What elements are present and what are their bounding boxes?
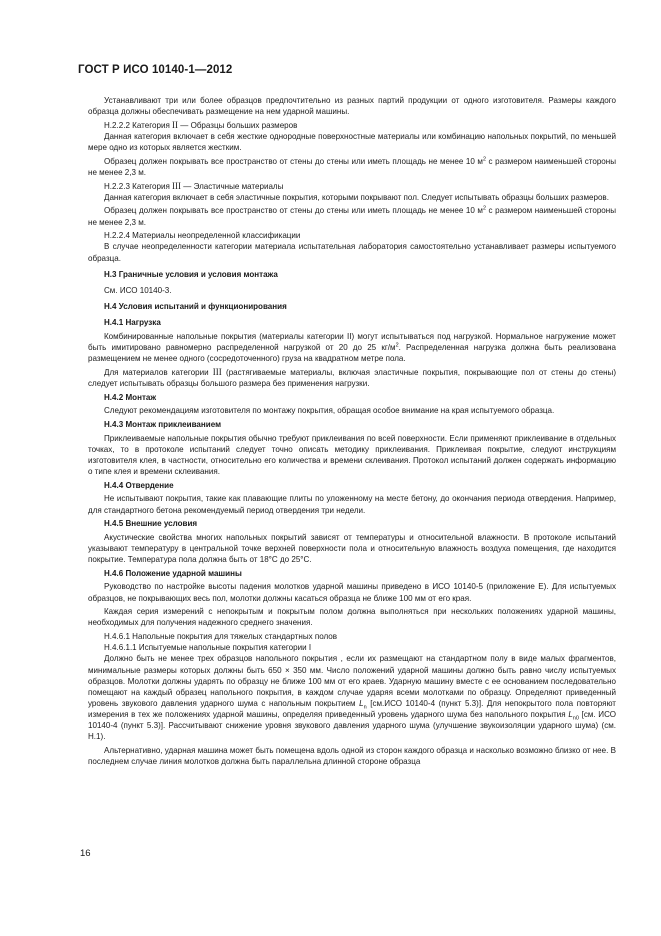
section-heading-h4-3: Н.4.3 Монтаж приклеиванием: [104, 419, 222, 429]
paragraph-text: с размером наименьшей стороны не менее 2,3 м.: [88, 206, 616, 227]
paragraph: [88, 367, 616, 389]
superscript: 2: [482, 205, 487, 212]
paragraph: См. ИСО 10140-3.: [104, 285, 172, 295]
section-heading-h4-4: Н.4.4 Отвердение: [104, 480, 174, 490]
paragraph: [88, 205, 616, 227]
subscript: n0: [572, 715, 579, 722]
roman-numeral: III: [212, 366, 222, 377]
section-heading-h4-2: Н.4.2 Монтаж: [104, 392, 157, 402]
superscript: 2: [395, 342, 399, 349]
paragraph: Устанавливают три или более образцов предпочтительно из разных партий продукции от одного изготовителя. Размеры каждого образца должны обеспечивать размещение на нем ударной машины.: [88, 96, 616, 117]
section-heading-h4-6: Н.4.6 Положение ударной машины: [104, 568, 242, 578]
symbol-L: L: [568, 710, 573, 720]
section-heading-h2-2-4: Н.2.2.4 Материалы неопределенной классификации: [104, 231, 301, 241]
heading-text: Н.2.2.3 Категория: [104, 181, 173, 191]
superscript: 2: [482, 156, 487, 163]
heading-text: — Эластичные материалы: [181, 181, 284, 191]
symbol-L: L: [359, 699, 364, 708]
section-heading-h3: Н.3 Граничные условия и условия монтажа: [104, 269, 278, 279]
paragraph-text: (растягиваемые материалы, включая эластичные покрытия, покрывающие пол от стены до стены) следует испытывать образцы большого размера без применения нагрузки.: [88, 367, 617, 388]
document-header: ГОСТ Р ИСО 10140-1—2012: [78, 64, 233, 76]
paragraph: Данная категория включает в себя эластичные покрытия, которыми покрывают пол. Следует испытывать образцы больших размеров.: [104, 192, 609, 202]
paragraph-text: Образец должен покрывать все пространство от стены до стены или иметь площадь не менее 10 м: [104, 206, 483, 216]
paragraph: Акустические свойства многих напольных покрытий зависят от температуры и относительной влажности. В протоколе испытаний указывают температуру в центральной точке верхней поверхности пола и относительную влажность воздуха помещения, где находится покрытие. Температура пола должна быть от 18°С до 25°С.: [88, 532, 616, 565]
paragraph-text: с размером наименьшей стороны не менее 2,3 м.: [88, 156, 616, 177]
paragraph: В случае неопределенности категории материала испытательная лаборатория самостоятельно устанавливает размеры испытуемого образца.: [88, 242, 616, 263]
document-body: [88, 95, 616, 770]
paragraph-text: [см. ИСО 10140-4 (пункт 5.3)]. Рассчитывают снижение уровня звукового давления ударного шума (улучшение звукоизоляции ударного шума) (см. Н.1).: [88, 710, 616, 742]
paragraph: Следуют рекомендациям изготовителя по монтажу покрытия, обращая особое внимание на края испытуемого образца.: [104, 406, 555, 416]
paragraph: Приклеиваемые напольные покрытия обычно требуют приклеивания по всей поверхности. Если применяют приклеивание в отдельных точках, то в протоколе испытаний следует точно описать методику приклеивания. Приклеивая покрытие, следуют инструкциям изготовителя клея, в частности, относительно его количества и времени склеивания. Протокол испытаний должен содержать информацию о типе клея и времени склеивания.: [88, 433, 616, 477]
paragraph: Не испытывают покрытия, такие как плавающие плиты по уложенному на месте бетону, до окончания периода отвердения. Например, для стандартного бетона рекомендуемый период отвердения три недели.: [88, 494, 616, 515]
section-heading-h4: Н.4 Условия испытаний и функционирования: [104, 302, 287, 311]
paragraph: Данная категория включает в себя жесткие однородные поверхностные материалы или комбинацию напольных покрытий, по меньшей мере одно из которых является жестким.: [88, 131, 616, 153]
roman-numeral: II: [172, 119, 179, 130]
heading-text: Н.2.2.2 Категория: [104, 120, 173, 130]
paragraph: [88, 156, 616, 178]
paragraph: [88, 653, 616, 742]
paragraph: [88, 331, 616, 364]
paragraph-text: Комбинированные напольные покрытия (материалы категории II) могут испытываться под нагрузкой. Нормальное нагружение может быть имитировано равномерно распределенной нагрузкой от 20 до 25 кг/м: [88, 331, 616, 352]
section-heading-h4-1: Н.4.1 Нагрузка: [104, 318, 161, 328]
paragraph-text: Должно быть не менее трех образцов напольного покрытия , если их размещают на стандартном полу в виде малых фрагментов, минимальные размеры которых должны быть 650 × 350 мм. Число положений ударной машины должно быть равно числу испытуемых образцов. Молотки должны ударять по образцу не ближе 100 мм от его краев. Ударную машину вместе с ее основанием последовательно помещают на каждый образец напольного покрытия, в каждом случае ударяя всеми молотками по образцу. Определяют приведенный уровень звукового давления ударного шума с напольным покрытием: [88, 654, 616, 708]
subscript: n: [363, 704, 367, 711]
section-heading-h4-6-1-1: Н.4.6.1.1 Испытуемые напольные покрытия категории I: [104, 643, 312, 653]
heading-text: — Образцы больших размеров: [178, 120, 298, 130]
section-heading-h4-5: Н.4.5 Внешние условия: [104, 519, 198, 529]
section-heading-h2-2-2: [88, 120, 616, 131]
paragraph-text: Для материалов категории: [104, 367, 213, 377]
paragraph: Альтернативно, ударная машина может быть помещена вдоль одной из сторон каждого образца и насколько возможно близко от нее. В последнем случае линия молотков должна быть параллельна длинной стороне образца: [88, 746, 616, 767]
section-heading-h4-6-1: Н.4.6.1 Напольные покрытия для тяжелых стандартных полов: [104, 632, 338, 642]
page-number: 16: [80, 848, 91, 859]
roman-numeral: III: [172, 180, 182, 191]
paragraph-text: Образец должен покрывать все пространство от стены до стены или иметь площадь не менее 10 м: [104, 156, 483, 166]
paragraph-text: [см.ИСО 10140-4 (пункт 5.3)]. Для непокрытого пола повторяют измерения в тех же положениях ударной машины, определяя приведенный уровень ударного шума без напольного покрытия: [88, 699, 616, 720]
section-heading-h2-2-3: [88, 181, 616, 192]
paragraph: Каждая серия измерений с непокрытым и покрытым полом должна выполняться при нескольких положениях ударной машины, необходимых для получения надежного среднего значения.: [88, 607, 616, 628]
paragraph: Руководство по настройке высоты падения молотков ударной машины приведено в ИСО 10140-5 (приложение Е). Для испытуемых образцов, не покрывающих весь пол, молотки должны касаться образца не ближе 100 мм от его края.: [88, 582, 616, 603]
paragraph-text: . Распределенная нагрузка должна быть реализована размещением не менее одного (сосредоточенного) груза на квадратном метре пола.: [88, 342, 616, 364]
